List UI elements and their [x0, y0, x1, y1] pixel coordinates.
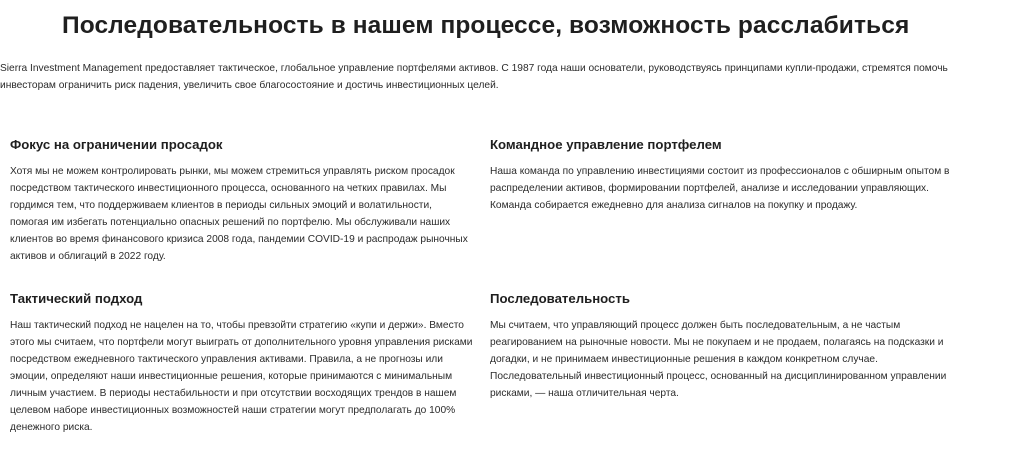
feature-text: Хотя мы не можем контролировать рынки, мы можем стремиться управлять риском просадок посредством тактического инвестиционного процесса, основанного на четких правилах. Мы гордимся тем, что поддерживаем клиентов в периоды сильных эмоций и волатильности, помогая им избегать потенциально опасных решений по портфелю. Мы обслуживали наших клиентов во время финансового кризиса 2008 года, пандемии COVID-19 и распродаж рыночных активов и облигаций в 2022 году. [10, 166, 468, 262]
feature-heading: Последовательность [490, 291, 630, 306]
feature-heading: Командное управление портфелем [490, 137, 722, 152]
feature-text: Наш тактический подход не нацелен на то, чтобы превзойти стратегию «купи и держи». Вместо этого мы считаем, что портфели могут выиграть от дополнительного уровня управления рисками посредством ежедневного тактического управления активами. Правила, а не прогнозы или эмоции, определяют наши инвестиционные решения, которые принимаются с минимальным личным участием. В периоды нестабильности и при отсутствии восходящих трендов в нашем целевом наборе инвестиционных возможностей наши стратегии могут предполагать до 100% денежного риска. [10, 320, 473, 433]
intro-paragraph: Sierra Investment Management предоставляет тактическое, глобальное управление портфелями активов. С 1987 года наши основатели, руководствуясь принципами купли-продажи, стремятся помочь инвесторам ограничить риск падения, увеличить свое благосостояние и достичь инвестиционных целей. [0, 63, 948, 91]
feature-drawdown-focus [10, 136, 472, 265]
feature-heading: Тактический подход [10, 291, 143, 306]
feature-text: Наша команда по управлению инвестициями состоит из профессионалов с обширным опытом в распределении активов, формировании портфелей, анализе и исследовании управляющих. Команда собирается ежедневно для анализа сигналов на покупку и продажу. [490, 166, 950, 211]
feature-consistency [490, 290, 950, 402]
feature-heading: Фокус на ограничении просадок [10, 137, 223, 152]
feature-text: Мы считаем, что управляющий процесс должен быть последовательным, а не частым реагированием на рыночные новости. Мы не покупаем и не продаем, полагаясь на подсказки и догадки, и не принимаем инвестиционные решения в каждом конкретном случае. Последовательный инвестиционный процесс, основанный на дисциплинированном управлении рисками, — наша отличительная черта. [490, 320, 947, 399]
feature-team-management [490, 136, 960, 214]
page-title: Последовательность в нашем процессе, возможность расслабиться [62, 12, 910, 39]
feature-tactical-approach [10, 290, 475, 436]
